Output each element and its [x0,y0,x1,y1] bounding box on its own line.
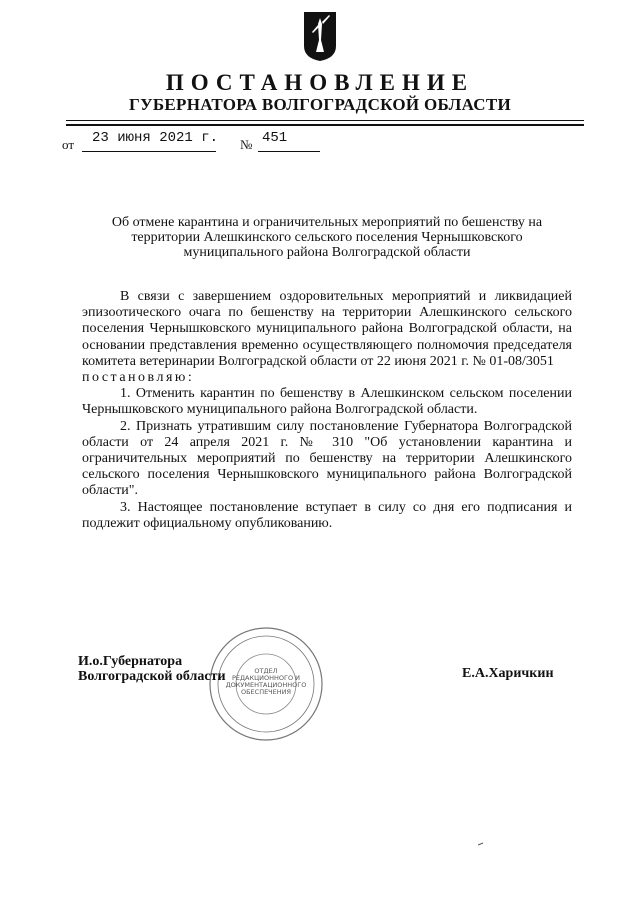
document-heading: Об отмене карантина и ограничительных мероприятий по бешенству на территории Алешкинского сельского поселения Чернышковского муниципального района Волгоградской области [111,215,543,260]
signatory-name: Е.А.Харичкин [462,666,554,681]
document-date: 23 июня 2021 г. [92,130,219,146]
document-title: ПОСТАНОВЛЕНИЕ [165,70,475,95]
body-item-1: 1. Отменить карантин по бешенству в Алешкинском сельском поселении Чернышковского муниципального района Волгоградской области. [82,386,572,418]
body-item-2: 2. Признать утратившим силу постановление Губернатора Волгоградской области от 24 апреля 2021 г. № 310 "Об установлении карантина и ограничительных мероприятий по бешенству на территории Алешкинского сельского поселения Чернышковского муниципального района Волгоградской области". [82,418,572,499]
number-label: № [240,137,253,152]
stamp-line: ОТДЕЛ [254,667,278,675]
stamp-line: РЕДАКЦИОННОГО И [231,674,301,682]
page-mark [478,842,484,846]
header-rule-thick [66,124,584,126]
date-label: от [62,137,75,152]
document-number: 451 [262,130,288,146]
body-intro: В связи с завершением оздоровительных мероприятий и ликвидацией эпизоотического очага по бешенству на территории Алешкинского сельского поселения Чернышковского муниципального района Волгоградской области, на основании представления временно осуществляющего полномочия председателя комитета ветеринарии Волгоградской области от 22 июня 2021 г. № 01-08/3051 [82,289,572,369]
decree-word: постановляю: [82,370,195,386]
volgograd-emblem-icon [302,10,338,62]
stamp-line: ДОКУМЕНТАЦИОННОГО [225,681,307,689]
body-item-3: 3. Настоящее постановление вступает в силу со дня его подписания и подлежит официальному опубликованию. [82,499,572,531]
position-line-1: И.о.Губернатора [78,654,183,669]
header-rule-thin [66,120,584,121]
position-line-2: Волгоградской области [78,669,226,684]
signatory-position [78,654,226,684]
date-underline [82,151,216,152]
stamp-line: ОБЕСПЕЧЕНИЯ [240,688,292,696]
document-body [82,289,572,532]
document-subtitle: ГУБЕРНАТОРА ВОЛГОГРАДСКОЙ ОБЛАСТИ [128,95,512,114]
number-underline [258,151,320,152]
